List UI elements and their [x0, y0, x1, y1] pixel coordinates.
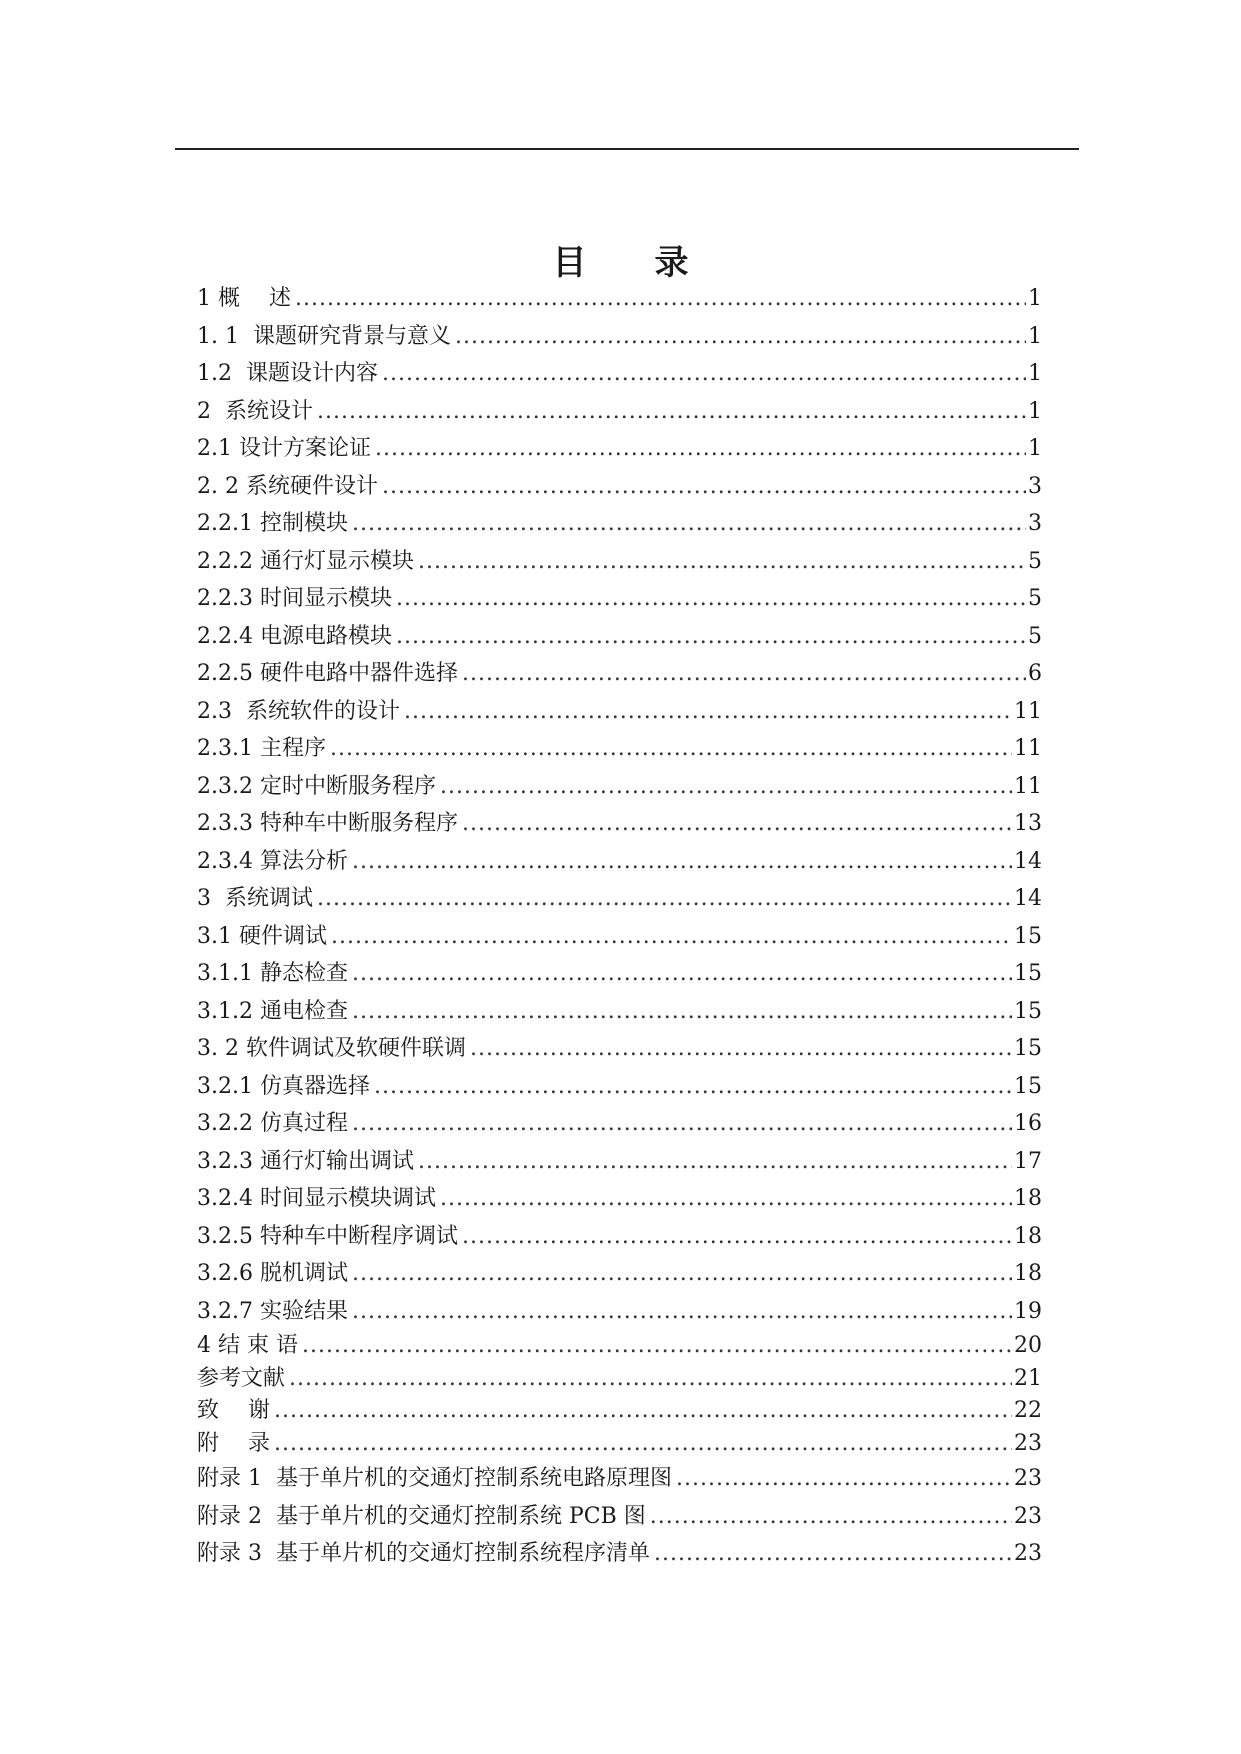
toc-entry[interactable] [197, 955, 1042, 993]
toc-entry-label: 3.2.6 脱机调试 [197, 1261, 348, 1286]
toc-entry-label: 3.2.5 特种车中断程序调试 [197, 1223, 458, 1249]
toc-entry-page: 6 [1028, 661, 1042, 686]
toc-entry-page: 15 [1014, 1073, 1042, 1099]
toc-entry-page: 1 [1028, 286, 1042, 311]
toc-entry[interactable] [197, 768, 1042, 806]
toc-entry[interactable] [197, 1363, 1042, 1396]
toc-entry-page: 23 [1014, 1541, 1042, 1566]
toc-entry-label: 2.3.2 定时中断服务程序 [197, 773, 436, 799]
toc-entry-page: 3 [1028, 511, 1042, 536]
toc-entry-label: 3.2.7 实验结果 [197, 1298, 348, 1324]
toc-entry[interactable] [197, 1255, 1042, 1293]
toc-entry[interactable] [197, 1498, 1042, 1536]
toc-entry[interactable] [197, 1105, 1042, 1143]
toc-entry-label: 3.2.2 仿真过程 [197, 1111, 348, 1136]
toc-entry[interactable] [197, 318, 1042, 356]
toc-entry-page: 23 [1014, 1430, 1042, 1456]
toc-entry-label: 附 录 [197, 1430, 270, 1456]
toc-entry-label: 2.2.3 时间显示模块 [197, 586, 392, 611]
toc-entry-label: 2.2.2 通行灯显示模块 [197, 548, 414, 574]
toc-entry-label: 3.1.1 静态检查 [197, 961, 348, 986]
toc-entry-label: 2.3.4 算法分析 [197, 848, 348, 874]
dot-leader [352, 955, 1012, 993]
dot-leader [274, 1395, 1012, 1428]
toc-entry-label: 1 概 述 [197, 286, 291, 311]
toc-entry-page: 17 [1014, 1148, 1042, 1174]
toc-entry[interactable] [197, 880, 1042, 918]
dot-leader [404, 693, 1012, 731]
toc-entry-label: 2.3.3 特种车中断服务程序 [197, 811, 458, 836]
dot-leader [418, 543, 1026, 581]
toc-entry-page: 18 [1014, 1223, 1042, 1249]
toc-entry[interactable] [197, 430, 1042, 468]
toc-entry[interactable] [197, 355, 1042, 393]
dot-leader [418, 1143, 1012, 1181]
toc-entry-page: 1 [1028, 436, 1042, 461]
toc-entry[interactable] [197, 1143, 1042, 1181]
toc-entry[interactable] [197, 1460, 1042, 1498]
toc-entry-label: 2.2.5 硬件电路中器件选择 [197, 661, 458, 686]
toc-entry[interactable] [197, 1030, 1042, 1068]
toc-entry-page: 1 [1028, 323, 1042, 349]
toc-entry[interactable] [197, 1330, 1042, 1363]
toc-entry-label: 2.1 设计方案论证 [197, 436, 371, 461]
toc-entry[interactable] [197, 1428, 1042, 1461]
toc-entry-page: 11 [1014, 698, 1042, 724]
dot-leader [352, 843, 1012, 881]
toc-entry-page: 3 [1028, 473, 1042, 499]
toc-entry[interactable] [197, 1535, 1042, 1573]
toc-entry-label: 3.2.3 通行灯输出调试 [197, 1148, 414, 1174]
dot-leader [295, 280, 1026, 318]
toc-entry-label: 1. 1 课题研究背景与意义 [197, 323, 451, 349]
dot-leader [352, 505, 1026, 543]
toc-entry-label: 2 系统设计 [197, 398, 313, 424]
toc-entry-page: 13 [1014, 811, 1042, 836]
toc-entry-page: 20 [1014, 1333, 1042, 1358]
toc-entry-page: 15 [1014, 961, 1042, 986]
toc-entry-page: 11 [1014, 773, 1042, 799]
dot-leader [396, 580, 1026, 618]
toc-entry-label: 3.2.1 仿真器选择 [197, 1073, 370, 1099]
toc-entry-label: 4 结 束 语 [197, 1333, 298, 1358]
toc-entry-page: 21 [1014, 1365, 1042, 1391]
toc-entry-label: 3 系统调试 [197, 886, 313, 911]
toc-entry[interactable] [197, 618, 1042, 656]
toc-entry[interactable] [197, 1395, 1042, 1428]
dot-leader [382, 355, 1026, 393]
toc-entry-label: 附录 1 基于单片机的交通灯控制系统电路原理图 [197, 1466, 672, 1491]
toc-entry[interactable] [197, 543, 1042, 581]
toc-entry-page: 14 [1014, 886, 1042, 911]
dot-leader [317, 393, 1026, 431]
dot-leader [352, 1255, 1012, 1293]
toc-entry-label: 2.2.1 控制模块 [197, 511, 348, 536]
toc-entry[interactable] [197, 918, 1042, 956]
toc-entry[interactable] [197, 993, 1042, 1031]
dot-leader [676, 1460, 1012, 1498]
toc-entry-page: 1 [1028, 398, 1042, 424]
toc-entry-page: 23 [1014, 1466, 1042, 1491]
dot-leader [331, 918, 1012, 956]
toc-entry[interactable] [197, 580, 1042, 618]
toc-entry[interactable] [197, 1068, 1042, 1106]
dot-leader [440, 1180, 1012, 1218]
toc-entry-page: 18 [1014, 1261, 1042, 1286]
toc-entry-page: 19 [1014, 1298, 1042, 1324]
dot-leader [352, 1105, 1012, 1143]
toc-entry-page: 22 [1014, 1398, 1042, 1423]
toc-entry-page: 5 [1028, 623, 1042, 649]
dot-leader [382, 468, 1026, 506]
toc-entry-label: 3. 2 软件调试及软硬件联调 [197, 1036, 466, 1061]
dot-leader [374, 1068, 1012, 1106]
dot-leader [654, 1535, 1012, 1573]
toc-entry[interactable] [197, 393, 1042, 431]
toc-entry-page: 1 [1028, 361, 1042, 386]
header-rule [175, 148, 1079, 150]
toc-entry-label: 参考文献 [197, 1365, 286, 1391]
toc-entry-label: 致 谢 [197, 1398, 270, 1423]
toc-entry-page: 15 [1014, 998, 1042, 1024]
toc-entry[interactable] [197, 693, 1042, 731]
toc-entry-label: 附录 2 基于单片机的交通灯控制系统 PCB 图 [197, 1503, 646, 1529]
toc-entry-page: 15 [1014, 1036, 1042, 1061]
toc-entry-page: 11 [1014, 736, 1042, 761]
dot-leader [274, 1428, 1012, 1461]
dot-leader [352, 993, 1012, 1031]
toc-entry-label: 2.3 系统软件的设计 [197, 698, 400, 724]
dot-leader [317, 880, 1012, 918]
toc-entry-label: 附录 3 基于单片机的交通灯控制系统程序清单 [197, 1541, 650, 1566]
table-of-contents [197, 280, 1042, 1573]
toc-entry-page: 15 [1014, 923, 1042, 949]
toc-entry[interactable] [197, 1293, 1042, 1331]
toc-entry-page: 14 [1014, 848, 1042, 874]
toc-entry-page: 23 [1014, 1503, 1042, 1529]
toc-entry-label: 2.3.1 主程序 [197, 736, 326, 761]
dot-leader [330, 730, 1012, 768]
toc-entry[interactable] [197, 730, 1042, 768]
toc-entry-page: 5 [1028, 548, 1042, 574]
toc-entry-page: 16 [1014, 1111, 1042, 1136]
toc-entry[interactable] [197, 1180, 1042, 1218]
toc-entry[interactable] [197, 655, 1042, 693]
dot-leader [289, 1363, 1012, 1396]
dot-leader [302, 1330, 1012, 1363]
dot-leader [462, 655, 1026, 693]
dot-leader [375, 430, 1026, 468]
toc-entry[interactable] [197, 805, 1042, 843]
toc-entry-label: 2.2.4 电源电路模块 [197, 623, 392, 649]
toc-entry-page: 18 [1014, 1186, 1042, 1211]
dot-leader [455, 318, 1026, 356]
dot-leader [440, 768, 1012, 806]
toc-entry-label: 3.1 硬件调试 [197, 923, 327, 949]
toc-entry-page: 5 [1028, 586, 1042, 611]
toc-entry[interactable] [197, 468, 1042, 506]
toc-entry-label: 1.2 课题设计内容 [197, 361, 378, 386]
page-title: 目 录 [552, 242, 689, 283]
toc-entry[interactable] [197, 843, 1042, 881]
toc-entry-label: 3.1.2 通电检查 [197, 998, 348, 1024]
toc-entry[interactable] [197, 280, 1042, 318]
dot-leader [470, 1030, 1012, 1068]
dot-leader [396, 618, 1026, 656]
toc-entry[interactable] [197, 505, 1042, 543]
toc-entry-label: 3.2.4 时间显示模块调试 [197, 1186, 436, 1211]
toc-entry[interactable] [197, 1218, 1042, 1256]
dot-leader [462, 1218, 1012, 1256]
dot-leader [650, 1498, 1012, 1536]
dot-leader [462, 805, 1012, 843]
toc-entry-label: 2. 2 系统硬件设计 [197, 473, 378, 499]
dot-leader [352, 1293, 1012, 1331]
